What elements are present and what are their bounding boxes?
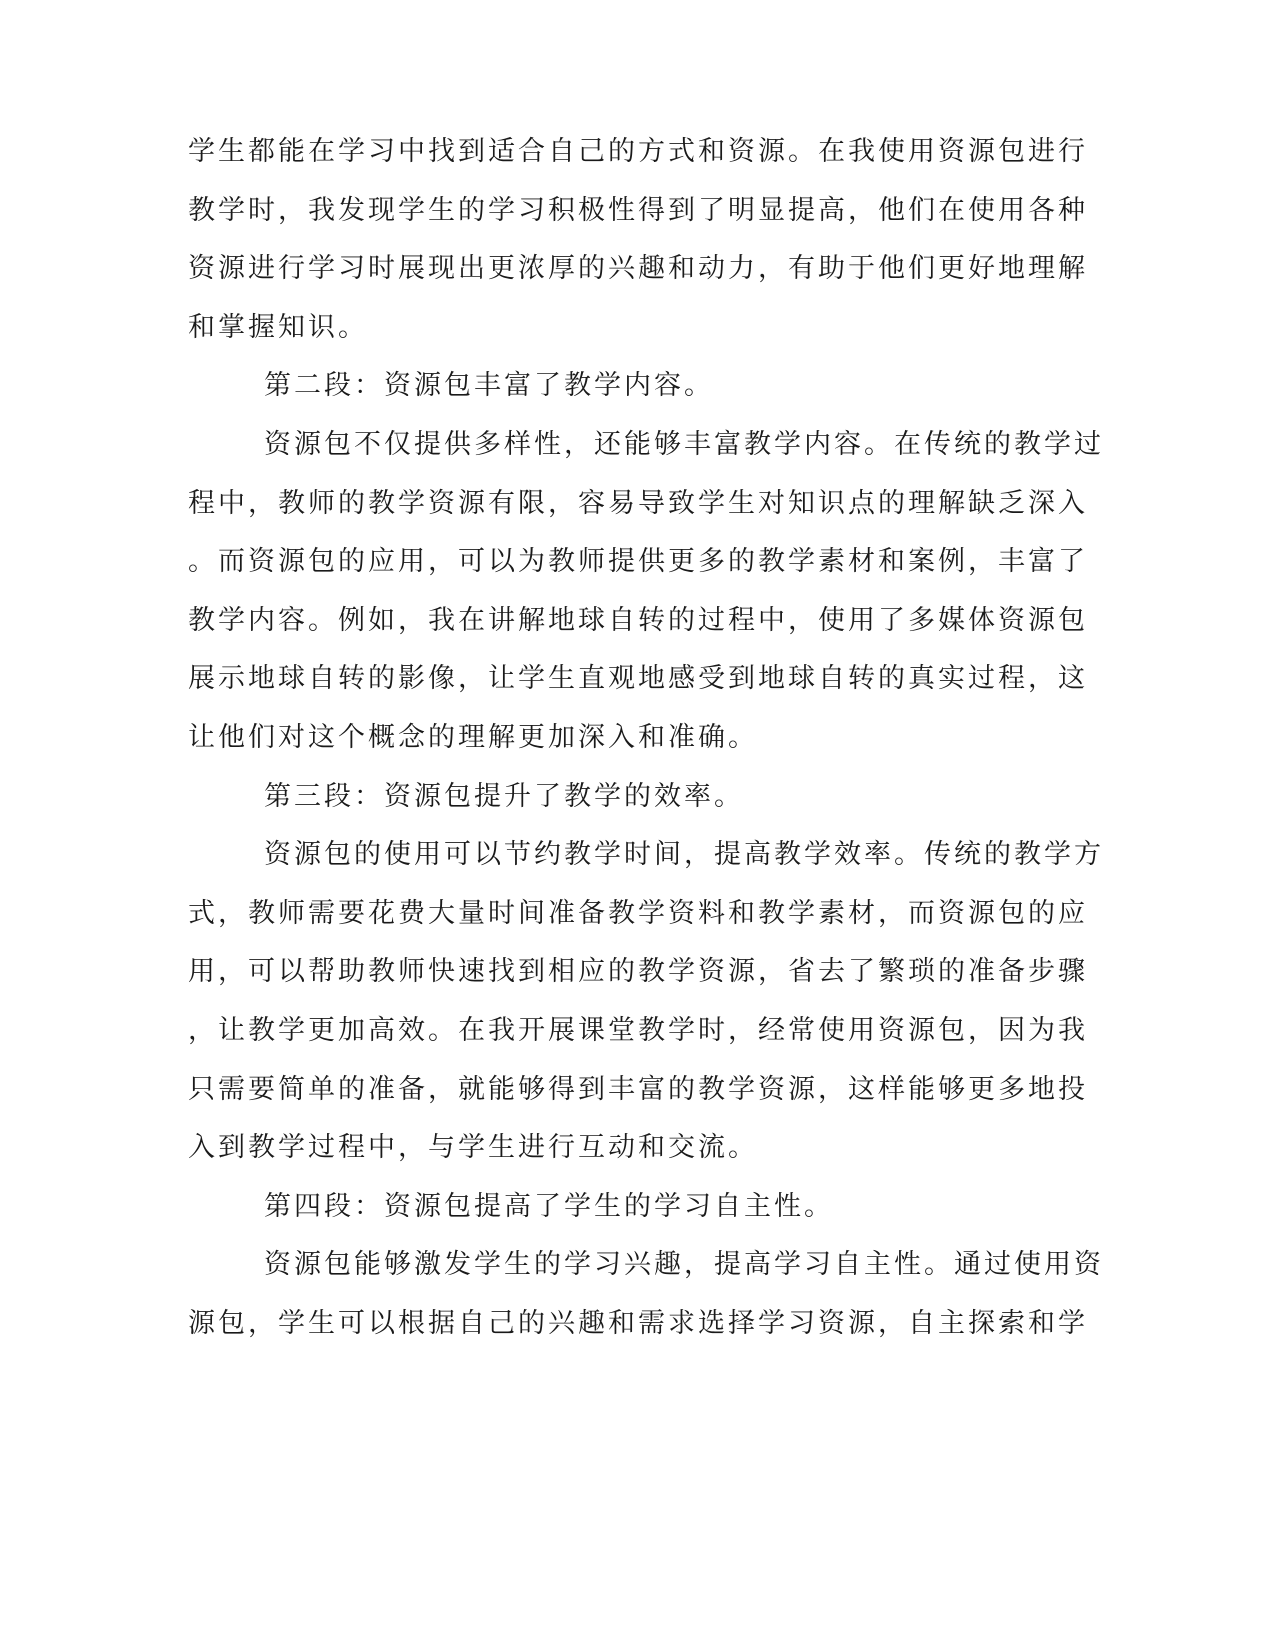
text-line: 只需要简单的准备，就能够得到丰富的教学资源，这样能够更多地投 — [188, 1073, 1088, 1105]
text-line: 资源包的使用可以节约教学时间，提高教学效率。传统的教学方 — [264, 839, 1104, 871]
text-line: 用，可以帮助教师快速找到相应的教学资源，省去了繁琐的准备步骤 — [188, 956, 1088, 988]
text-line: ，让教学更加高效。在我开展课堂教学时，经常使用资源包，因为我 — [188, 1015, 1088, 1046]
text-line: 资源包能够激发学生的学习兴趣，提高学习自主性。通过使用资 — [264, 1249, 1104, 1281]
text-line: 让他们对这个概念的理解更加深入和准确。 — [188, 722, 758, 753]
text-line: 教学时，我发现学生的学习积极性得到了明显提高，他们在使用各种 — [188, 194, 1088, 226]
section-heading: 第二段：资源包丰富了教学内容。 — [264, 370, 714, 402]
text-line: 和掌握知识。 — [188, 311, 368, 343]
text-line: 式，教师需要花费大量时间准备教学资料和教学素材，而资源包的应 — [188, 897, 1088, 929]
text-line: 展示地球自转的影像，让学生直观地感受到地球自转的真实过程，这 — [188, 663, 1088, 695]
text-line: 源包，学生可以根据自己的兴趣和需求选择学习资源，自主探索和学 — [188, 1308, 1088, 1339]
text-line: 资源包不仅提供多样性，还能够丰富教学内容。在传统的教学过 — [264, 429, 1104, 460]
text-line: 学生都能在学习中找到适合自己的方式和资源。在我使用资源包进行 — [188, 136, 1088, 167]
text-line: 程中，教师的教学资源有限，容易导致学生对知识点的理解缺乏深入 — [188, 487, 1088, 519]
text-line: 教学内容。例如，我在讲解地球自转的过程中，使用了多媒体资源包 — [188, 604, 1088, 636]
text-line: 资源进行学习时展现出更浓厚的兴趣和动力，有助于他们更好地理解 — [188, 253, 1088, 285]
section-heading: 第四段：资源包提高了学生的学习自主性。 — [264, 1190, 834, 1222]
text-line: 入到教学过程中，与学生进行互动和交流。 — [188, 1132, 758, 1164]
text-line: 。而资源包的应用，可以为教师提供更多的教学素材和案例，丰富了 — [188, 546, 1088, 578]
section-heading: 第三段：资源包提升了教学的效率。 — [264, 780, 744, 812]
